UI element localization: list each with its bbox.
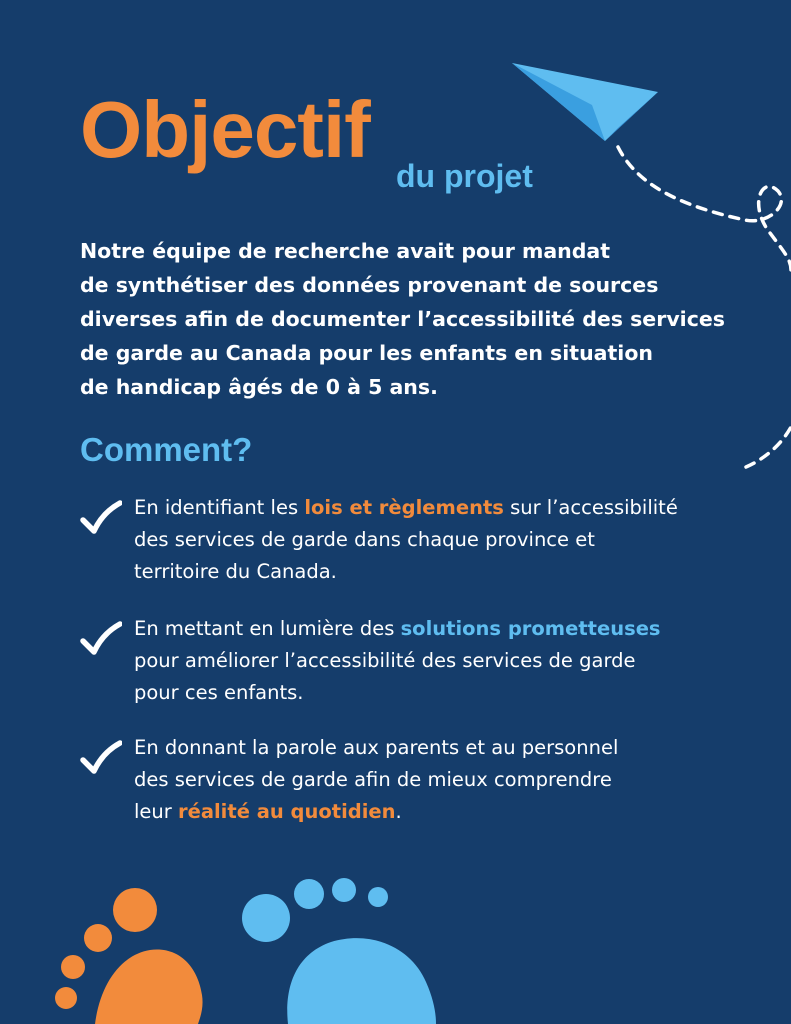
- page-title: Objectif: [80, 85, 370, 174]
- check-icon: [80, 621, 122, 657]
- paper-plane-icon: [512, 63, 658, 141]
- text-fragment: En mettant en lumière des: [134, 617, 401, 640]
- intro-line: de garde au Canada pour les enfants en situation: [80, 341, 654, 365]
- highlight-text: réalité au quotidien: [178, 800, 396, 823]
- list-item-line: [134, 796, 734, 828]
- text-fragment: leur: [134, 800, 178, 823]
- intro-line: Notre équipe de recherche avait pour mandat: [80, 239, 611, 263]
- text-fragment: En identifiant les: [134, 496, 305, 519]
- list-item-line: des services de garde afin de mieux comprendre: [134, 768, 612, 791]
- intro-line: de handicap âgés de 0 à 5 ans.: [80, 375, 438, 399]
- list-item-line: territoire du Canada.: [134, 560, 337, 583]
- intro-paragraph: [80, 234, 760, 404]
- footprint-icon: [40, 880, 210, 1024]
- list-item-line: pour ces enfants.: [134, 681, 304, 704]
- dashed-trail-lower: [746, 427, 791, 467]
- list-item-line: En donnant la parole aux parents et au personnel: [134, 736, 619, 759]
- highlight-text: solutions prometteuses: [400, 617, 661, 640]
- page-subtitle: du projet: [396, 158, 533, 194]
- list-item-line: [134, 613, 734, 645]
- list-item-line: des services de garde dans chaque province et: [134, 528, 595, 551]
- list-item-line: pour améliorer l’accessibilité des services de garde: [134, 649, 636, 672]
- list-item-text: [134, 613, 734, 709]
- check-icon: [80, 500, 122, 536]
- list-item-text: [134, 732, 734, 828]
- list-item-line: [134, 492, 734, 524]
- list-item: [80, 492, 720, 592]
- text-fragment: .: [395, 800, 402, 823]
- footprint-icon: [236, 872, 446, 1024]
- list-item-text: [134, 492, 734, 588]
- list-item: [80, 613, 720, 713]
- comment-heading: Comment?: [80, 431, 253, 468]
- list-item: [80, 732, 720, 832]
- text-fragment: sur l’accessibilité: [503, 496, 678, 519]
- check-icon: [80, 740, 122, 776]
- highlight-text: lois et règlements: [304, 496, 504, 519]
- intro-line: de synthétiser des données provenant de sources: [80, 273, 659, 297]
- intro-line: diverses afin de documenter l’accessibilité des services: [80, 307, 725, 331]
